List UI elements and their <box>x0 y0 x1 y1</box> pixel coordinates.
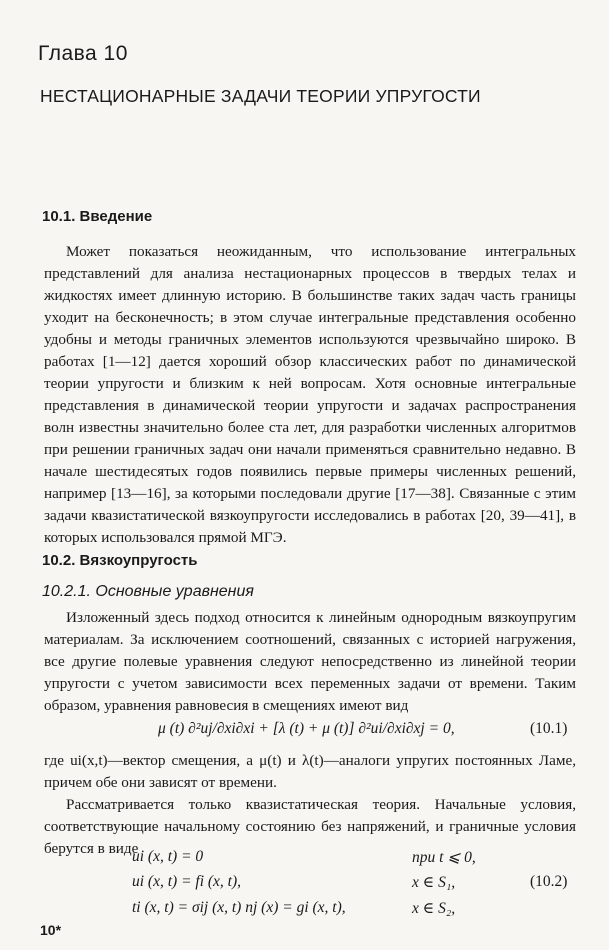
chapter-title: НЕСТАЦИОНАРНЫЕ ЗАДАЧИ ТЕОРИИ УПРУГОСТИ <box>40 86 481 106</box>
subsection-heading-basic-equations: 10.2.1. Основные уравнения <box>42 583 254 600</box>
equation-10-2-line-1: ui (x, t) = 0 <box>132 848 204 865</box>
equation-number-10-2: (10.2) <box>530 873 568 890</box>
equation-10-2-line-3: ti (x, t) = σij (x, t) nj (x) = gi (x, t), <box>132 899 346 916</box>
chapter-label: Глава 10 <box>38 42 128 65</box>
page-signature-mark: 10* <box>40 922 62 938</box>
equation-10-2-condition-3: x ∈ S₂, <box>412 900 456 917</box>
equation-number-10-1: (10.1) <box>530 720 568 737</box>
equation-10-2-line-2: ui (x, t) = fi (x, t), <box>132 873 242 890</box>
introduction-paragraph: Может показаться неожиданным, что использование интегральных представлений для анализа нестационарных процессов в твердых телах и жидкостях имеет длинную историю. В большинстве таких задач часть границы уходит на бесконечность; в этом случае интегральные представления особенно удобны и методы граничных элементов используются чрезвычайно широко. В работах [1—12] дается хороший обзор классических работ по динамической теории упругости и близким к ней вопросам. Хотя основные интегральные представления в динамической теории упругости и задачах распространения волн известны значительно более ста лет, для разработки численных алгоритмов при решении граничных задач они начали применяться сравнительно недавно. В начале шестидесятых годов появились первые примеры численных решений, например [13—16], за которыми последовали другие [17—38]. Связанные с этим задачи квазистатической вязкоупругости исследовались в работах [20, 39—41], в которых использовался прямой МГЭ. <box>44 243 576 546</box>
section-heading-viscoelasticity: 10.2. Вязкоупругость <box>42 552 198 569</box>
section-heading-introduction: 10.1. Введение <box>42 208 153 225</box>
equation-10-2-condition-2: x ∈ S₁, <box>412 874 456 891</box>
equation-explanation-paragraph: где ui(x,t)—вектор смещения, а μ(t) и λ(t)—аналоги упругих постоянных Ламе, причем обе они зависят от времени. <box>44 752 576 791</box>
equation-10-2-condition-1: при t ⩽ 0, <box>412 849 476 866</box>
equation-10-1: μ (t) ∂²uj/∂xi∂xi + [λ (t) + μ (t)] ∂²ui/∂xi∂xj = 0, <box>158 720 455 737</box>
viscoelasticity-paragraph: Изложенный здесь подход относится к линейным однородным вязкоупругим материалам. За исключением соотношений, связанных с историей нагружения, все другие полевые уравнения следуют непосредственно из линейной теории упругости с учетом зависимости всех переменных задачи от времени. Таким образом, уравнения равновесия в смещениях имеют вид <box>44 609 576 714</box>
conditions-paragraph: Рассматривается только квазистатическая теория. Начальные условия, соответствующие начальному состоянию без напряжений, и граничные условия берутся в виде <box>44 796 576 857</box>
